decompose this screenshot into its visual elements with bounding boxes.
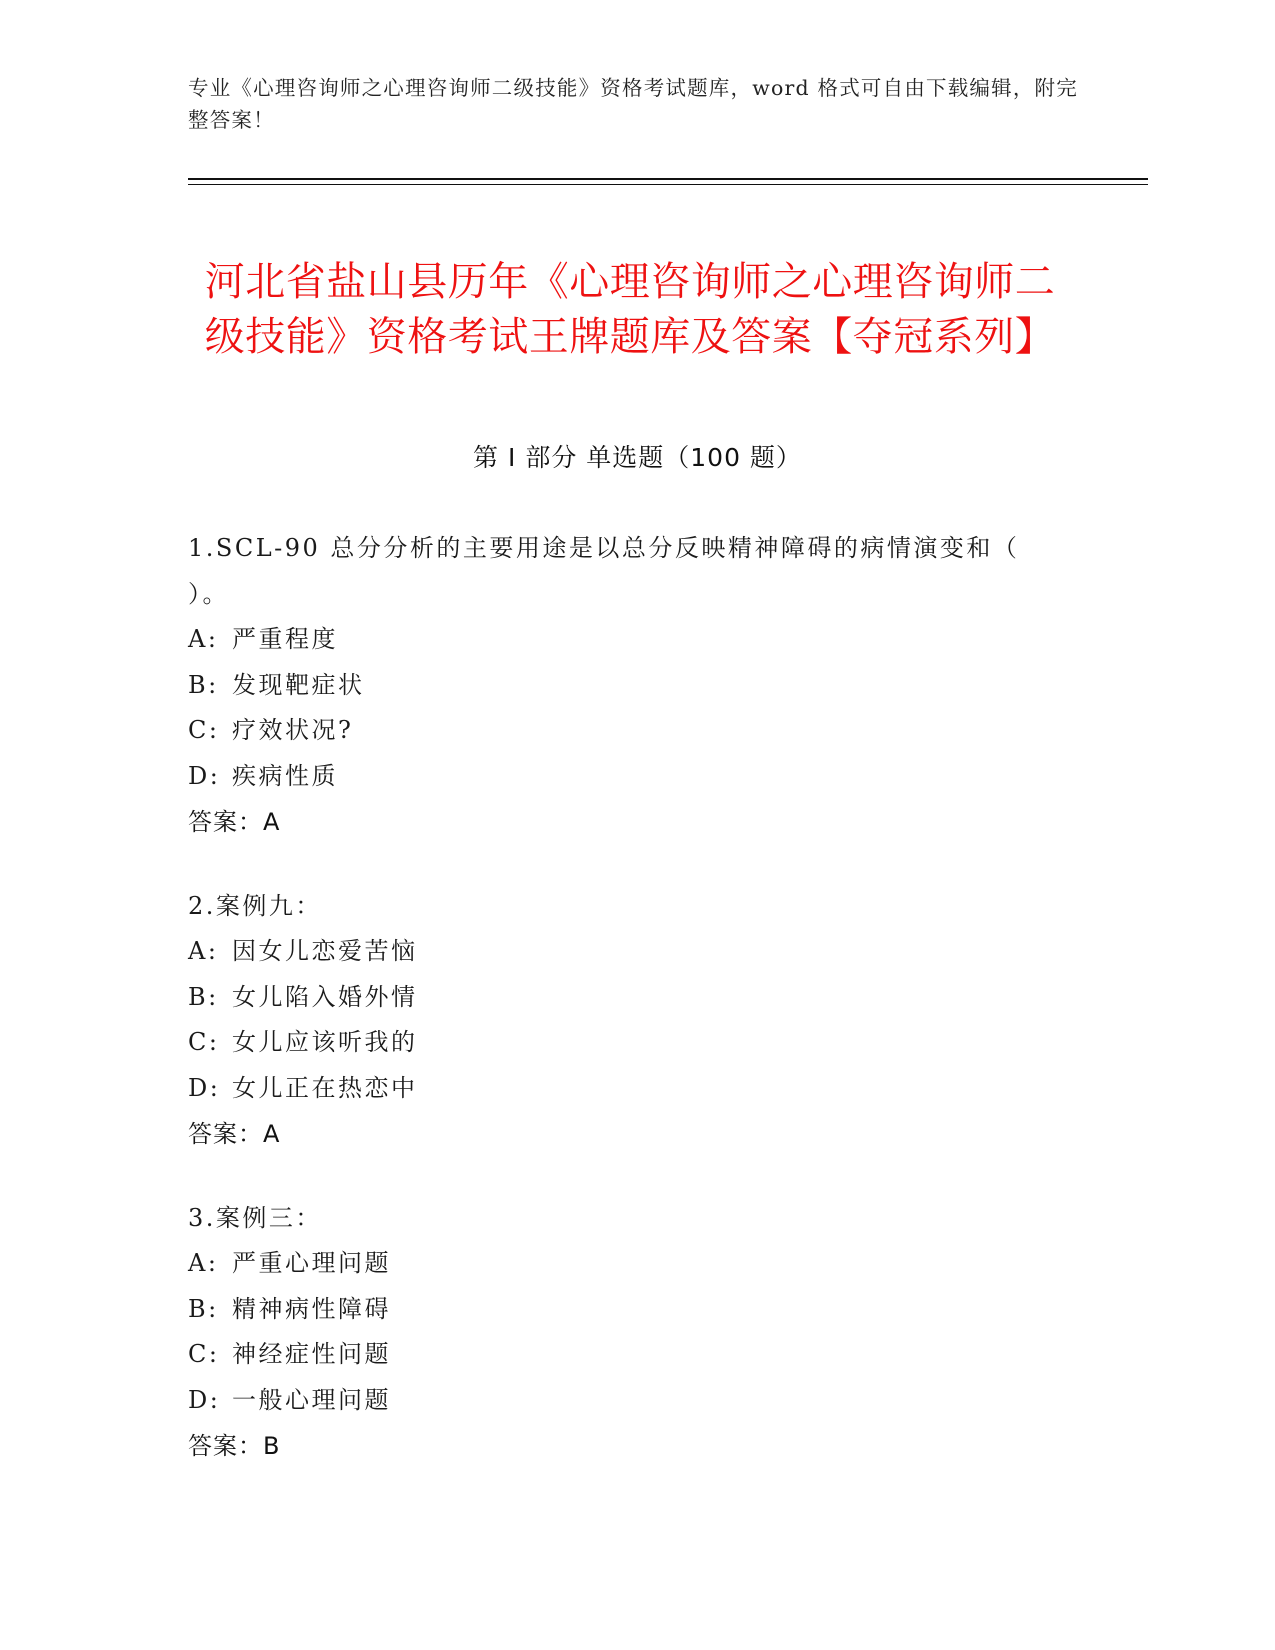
question-stem: 1.SCL-90 总分分析的主要用途是以总分反映精神障碍的病情演变和（ ）。 — [188, 534, 1020, 608]
option-letter: D: — [188, 761, 221, 790]
question-stem: 2.案例九： — [188, 892, 322, 920]
question-option-c — [188, 1332, 1068, 1378]
option-letter: C: — [188, 1028, 220, 1056]
question-option-a — [188, 1241, 1068, 1287]
option-text: 严重程度 — [232, 625, 338, 653]
question-answer: 答案：A — [188, 808, 281, 836]
option-letter: A: — [188, 937, 219, 965]
question-option-b — [188, 1287, 1068, 1333]
question-option-b — [188, 663, 1068, 709]
question-option-b — [188, 975, 1068, 1021]
question-answer: 答案：B — [188, 1432, 281, 1460]
section-title: 第 I 部分 单选题（100 题） — [473, 443, 802, 472]
question-option-d — [188, 754, 1068, 800]
question-option-a — [188, 929, 1068, 975]
option-text: 女儿应该听我的 — [232, 1028, 418, 1056]
option-text: 女儿正在热恋中 — [232, 1073, 418, 1102]
option-text: 女儿陷入婚外情 — [232, 982, 418, 1011]
header-rule-thick — [188, 178, 1148, 180]
question-option-a — [188, 617, 1068, 663]
document-title: 河北省盐山县历年《心理咨询师之心理咨询师二级技能》资格考试王牌题库及答案【夺冠系列】 — [204, 258, 1056, 360]
question-stem: 3.案例三： — [188, 1204, 322, 1232]
option-text: 疾病性质 — [232, 761, 338, 790]
option-letter: D: — [188, 1385, 221, 1414]
option-text: 一般心理问题 — [232, 1385, 391, 1414]
option-letter: C: — [188, 1340, 220, 1368]
question-option-c — [188, 708, 1068, 754]
question-option-c — [188, 1020, 1068, 1066]
option-text: 疗效状况? — [232, 716, 354, 744]
option-letter: D: — [188, 1073, 221, 1102]
option-letter: A: — [188, 1249, 219, 1277]
header-note: 专业《心理咨询师之心理咨询师二级技能》资格考试题库，word 格式可自由下载编辑，附完整答案！ — [188, 76, 1078, 132]
option-text: 发现靶症状 — [232, 670, 365, 699]
option-text: 神经症性问题 — [232, 1340, 391, 1368]
header-rule-thin — [188, 184, 1148, 185]
question-option-d — [188, 1378, 1068, 1424]
question-list — [188, 525, 1068, 1507]
question-option-d — [188, 1066, 1068, 1112]
option-letter: B: — [188, 670, 219, 699]
option-text: 精神病性障碍 — [232, 1294, 391, 1323]
question-answer: 答案：A — [188, 1120, 281, 1148]
option-text: 因女儿恋爱苦恼 — [232, 937, 418, 965]
option-letter: A: — [188, 625, 219, 653]
question-item — [188, 883, 1068, 1157]
option-letter: B: — [188, 1294, 219, 1323]
option-letter: B: — [188, 982, 219, 1011]
option-text: 严重心理问题 — [232, 1249, 391, 1277]
question-item — [188, 1195, 1068, 1469]
question-item — [188, 525, 1068, 845]
option-letter: C: — [188, 716, 220, 744]
